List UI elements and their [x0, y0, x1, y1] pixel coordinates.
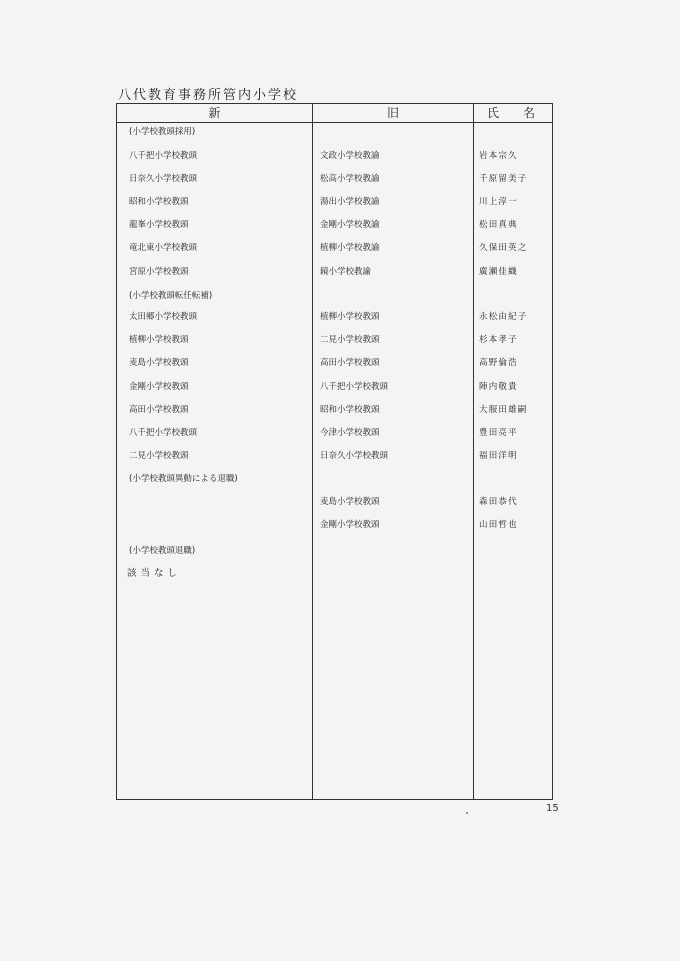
header-name: 氏 名 — [486, 106, 541, 120]
person-name: 千原留美子 — [479, 174, 528, 184]
table-row — [117, 218, 552, 232]
table-row — [117, 195, 552, 209]
section-label: (小学校教頭採用) — [129, 127, 196, 137]
table-row — [117, 149, 552, 163]
old-position: 麦島小学校教頭 — [320, 497, 380, 507]
person-name: 山田哲也 — [479, 520, 518, 530]
old-position: 湯出小学校教諭 — [320, 197, 380, 207]
new-position: 八千把小学校教頭 — [129, 428, 198, 438]
person-name: 久保田英之 — [479, 243, 528, 253]
old-position: 文政小学校教諭 — [320, 151, 380, 161]
table-row — [117, 333, 552, 347]
page-title: 八代教育事務所管内小学校 — [118, 88, 299, 103]
table-row — [117, 426, 552, 440]
header-divider — [117, 122, 552, 123]
old-position: 昭和小学校教頭 — [320, 405, 380, 415]
person-name: 豊田亮平 — [479, 428, 518, 438]
person-name: 松田真典 — [479, 220, 518, 230]
new-position: 日奈久小学校教頭 — [129, 174, 198, 184]
old-position: 植柳小学校教頭 — [320, 312, 380, 322]
table-row — [117, 265, 552, 279]
header-old: 旧 — [386, 106, 399, 120]
new-position: 麦島小学校教頭 — [129, 358, 189, 368]
new-position: 金剛小学校教頭 — [129, 382, 189, 392]
page-number: 15 — [546, 803, 559, 814]
scan-speck — [466, 812, 468, 814]
table-row — [117, 172, 552, 186]
new-position: 太田郷小学校教頭 — [129, 312, 198, 322]
new-position: 龍峯小学校教頭 — [129, 220, 189, 230]
old-position: 今津小学校教頭 — [320, 428, 380, 438]
person-name: 森田恭代 — [479, 497, 518, 507]
table-row — [117, 241, 552, 255]
person-name: 岩本宗久 — [479, 151, 518, 161]
section-label: (小学校教頭退職) — [129, 546, 196, 556]
person-name: 川上淳一 — [479, 197, 518, 207]
section-label: (小学校教頭転任転補) — [129, 291, 213, 301]
person-name: 福田洋明 — [479, 451, 518, 461]
table-row — [117, 403, 552, 417]
new-position: 植柳小学校教頭 — [129, 335, 189, 345]
old-position: 鏡小学校教諭 — [320, 267, 372, 277]
new-position: 昭和小学校教頭 — [129, 197, 189, 207]
old-position: 金剛小学校教頭 — [320, 520, 380, 530]
section-label: (小学校教頭異動による退職) — [129, 474, 238, 484]
new-position: 高田小学校教頭 — [129, 405, 189, 415]
none-applicable-note: 該当なし — [127, 568, 182, 579]
personnel-table — [116, 103, 553, 800]
old-position: 八千把小学校教頭 — [320, 382, 389, 392]
new-position: 八千把小学校教頭 — [129, 151, 198, 161]
new-position: 宮原小学校教頭 — [129, 267, 189, 277]
table-row — [117, 449, 552, 463]
table-row — [117, 380, 552, 394]
table-row — [117, 518, 552, 532]
person-name: 高野倫浩 — [479, 358, 518, 368]
old-position: 日奈久小学校教頭 — [320, 451, 389, 461]
old-position: 金剛小学校教諭 — [320, 220, 380, 230]
person-name: 杉本孝子 — [479, 335, 518, 345]
old-position: 二見小学校教頭 — [320, 335, 380, 345]
header-new: 新 — [208, 106, 221, 120]
person-name: 永松由紀子 — [479, 312, 528, 322]
old-position: 植柳小学校教諭 — [320, 243, 380, 253]
table-row — [117, 356, 552, 370]
old-position: 松高小学校教諭 — [320, 174, 380, 184]
table-row — [117, 495, 552, 509]
person-name: 大服田雄嗣 — [479, 405, 528, 415]
person-name: 陣内敬貴 — [479, 382, 518, 392]
person-name: 廣瀬佳織 — [479, 267, 518, 277]
table-row — [117, 310, 552, 324]
old-position: 高田小学校教頭 — [320, 358, 380, 368]
new-position: 竜北東小学校教頭 — [129, 243, 198, 253]
new-position: 二見小学校教頭 — [129, 451, 189, 461]
